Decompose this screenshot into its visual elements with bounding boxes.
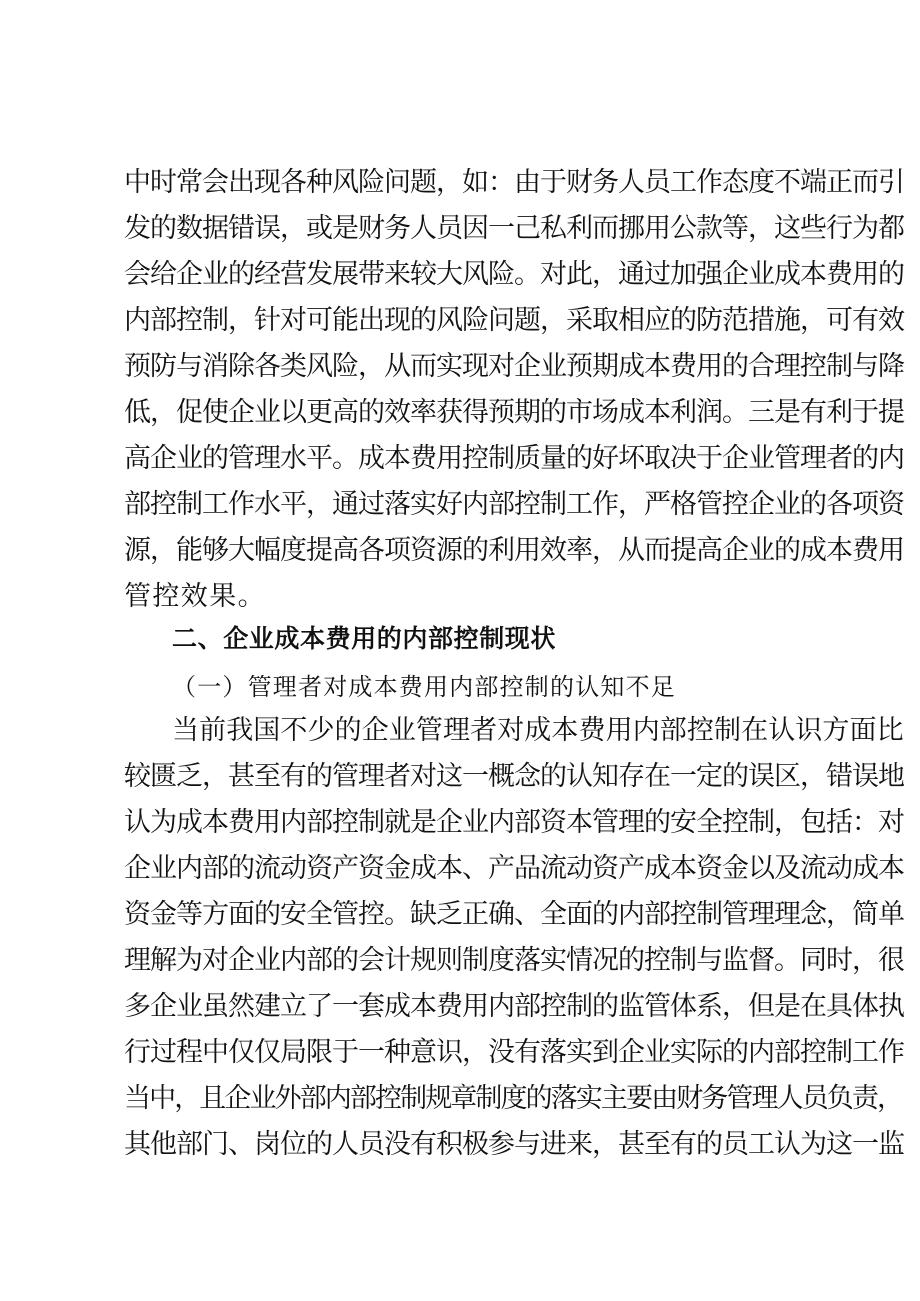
- paragraph-line: 其他部门、岗位的人员没有积极参与进来，甚至有的员工认为这一监: [124, 1129, 904, 1160]
- paragraph-line: 理解为对企业内部的会计规则制度落实情况的控制与监督。同时，很: [124, 945, 904, 976]
- paragraph-line: 资金等方面的安全管控。缺乏正确、全面的内部控制管理理念，简单: [124, 899, 904, 930]
- paragraph-line: 企业内部的流动资产资金成本、产品流动资产成本资金以及流动成本: [124, 853, 904, 884]
- section-heading: 二、企业成本费用的内部控制现状: [172, 624, 557, 653]
- paragraph-line: 行过程中仅仅局限于一种意识，没有落实到企业实际的内部控制工作: [124, 1037, 904, 1068]
- paragraph-line: 预防与消除各类风险，从而实现对企业预期成本费用的合理控制与降: [124, 351, 904, 382]
- subsection-heading: （一）管理者对成本费用内部控制的认知不足: [172, 673, 676, 701]
- paragraph-line: 高企业的管理水平。成本费用控制质量的好坏取决于企业管理者的内: [124, 443, 904, 474]
- paragraph-line: 中时常会出现各种风险问题，如：由于财务人员工作态度不端正而引: [124, 167, 904, 198]
- paragraph-line: 当中，且企业外部内部控制规章制度的落实主要由财务管理人员负责，: [124, 1083, 903, 1114]
- paragraph-line: 会给企业的经营发展带来较大风险。对此，通过加强企业成本费用的: [124, 259, 904, 290]
- paragraph-line: 部控制工作水平，通过落实好内部控制工作，严格管控企业的各项资: [124, 489, 904, 520]
- paragraph-line: 管控效果。: [124, 581, 266, 612]
- paragraph-line: 认为成本费用内部控制就是企业内部资本管理的安全控制，包括：对: [124, 807, 904, 838]
- paragraph-line: 低，促使企业以更高的效率获得预期的市场成本利润。三是有利于提: [124, 397, 904, 428]
- paragraph-line: 发的数据错误，或是财务人员因一己私利而挪用公款等，这些行为都: [124, 213, 904, 244]
- paragraph-line: 当前我国不少的企业管理者对成本费用内部控制在认识方面比: [172, 715, 904, 746]
- paragraph-line: 源，能够大幅度提高各项资源的利用效率，从而提高企业的成本费用: [124, 535, 904, 566]
- paragraph-line: 多企业虽然建立了一套成本费用内部控制的监管体系，但是在具体执: [124, 991, 904, 1022]
- paragraph-line: 较匮乏，甚至有的管理者对这一概念的认知存在一定的误区，错误地: [124, 761, 904, 792]
- paragraph-line: 内部控制，针对可能出现的风险问题，采取相应的防范措施，可有效: [124, 305, 904, 336]
